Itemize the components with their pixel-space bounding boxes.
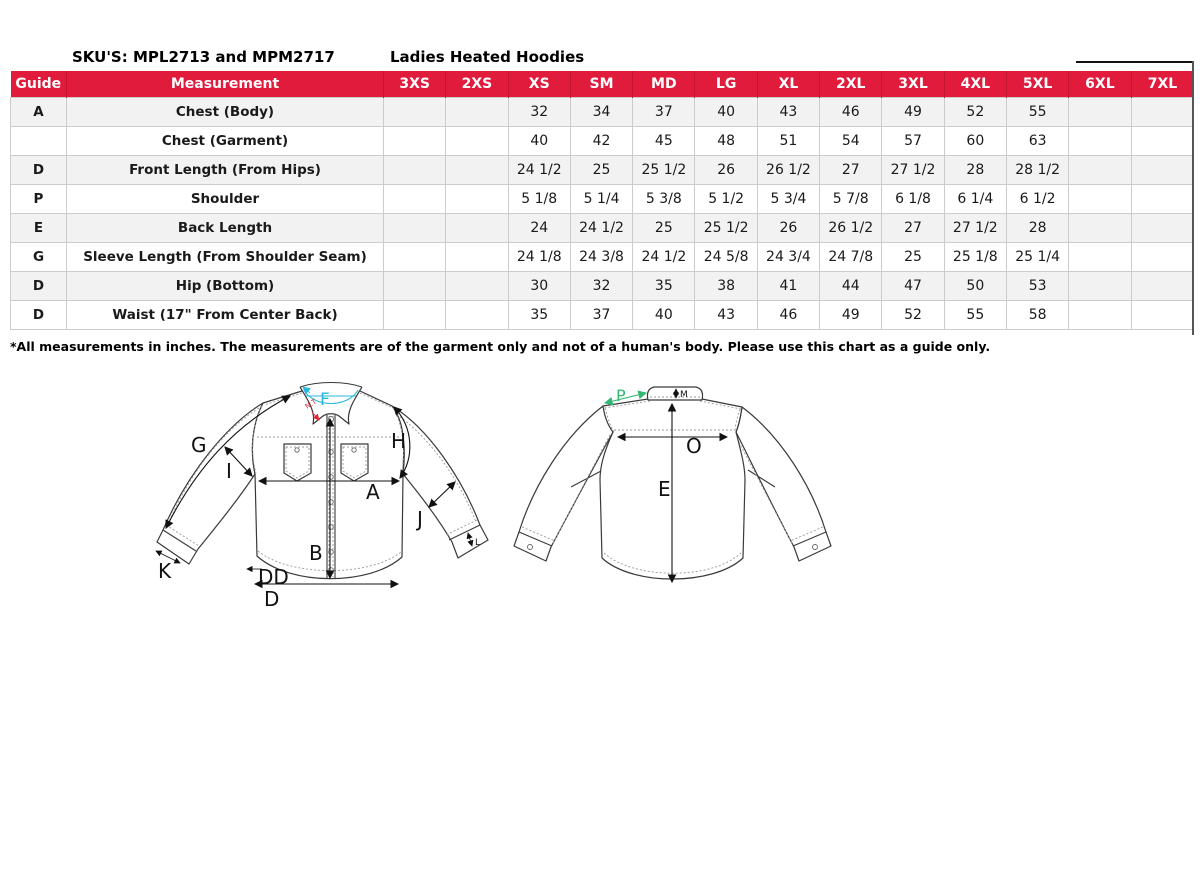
- back-label-collar-m: M: [680, 390, 688, 400]
- column-header-lg: LG: [695, 71, 757, 98]
- value-cell: 42: [570, 127, 632, 156]
- front-label-length-b: B: [309, 541, 323, 565]
- size-table-body: [11, 98, 1194, 330]
- value-cell: [1069, 127, 1131, 156]
- value-cell: 28 1/2: [1006, 156, 1068, 185]
- front-label-armhole-h: H: [391, 429, 407, 453]
- guide-cell: A: [11, 98, 67, 127]
- value-cell: 24 1/8: [508, 243, 570, 272]
- value-cell: [446, 127, 508, 156]
- back-label-length-e: E: [658, 477, 671, 501]
- value-cell: 52: [944, 98, 1006, 127]
- column-header-3xs: 3XS: [384, 71, 446, 98]
- table-row: [11, 272, 1194, 301]
- front-label-collar-f: F: [320, 390, 330, 410]
- value-cell: 26: [757, 214, 819, 243]
- value-cell: [384, 243, 446, 272]
- value-cell: 32: [508, 98, 570, 127]
- value-cell: [1069, 185, 1131, 214]
- measurement-cell: Waist (17" From Center Back): [67, 301, 384, 330]
- value-cell: 5 1/4: [570, 185, 632, 214]
- value-cell: [1131, 243, 1193, 272]
- value-cell: [1069, 98, 1131, 127]
- value-cell: 5 1/8: [508, 185, 570, 214]
- column-header-5xl: 5XL: [1006, 71, 1068, 98]
- guide-cell: D: [11, 272, 67, 301]
- column-header-3xl: 3XL: [882, 71, 944, 98]
- front-label-neck-tape-nt: N.T: [303, 397, 319, 411]
- front-label-bottom-d: D: [264, 587, 280, 611]
- value-cell: 27 1/2: [944, 214, 1006, 243]
- guide-cell: E: [11, 214, 67, 243]
- table-row: [11, 156, 1194, 185]
- measurement-cell: Sleeve Length (From Shoulder Seam): [67, 243, 384, 272]
- column-header-2xl: 2XL: [820, 71, 882, 98]
- value-cell: 26 1/2: [820, 214, 882, 243]
- table-row: [11, 243, 1194, 272]
- back-label-shoulder-p: P: [616, 386, 626, 405]
- value-cell: 24 3/8: [570, 243, 632, 272]
- guide-cell: [11, 127, 67, 156]
- value-cell: 40: [633, 301, 695, 330]
- front-label-hem-dd: DD: [258, 565, 289, 589]
- value-cell: 30: [508, 272, 570, 301]
- back-view-drawing: [514, 386, 831, 582]
- value-cell: [446, 214, 508, 243]
- front-label-sleeve-g: G: [191, 433, 207, 457]
- value-cell: 35: [633, 272, 695, 301]
- value-cell: 34: [570, 98, 632, 127]
- table-top-right-border: [1076, 61, 1194, 63]
- value-cell: 52: [882, 301, 944, 330]
- value-cell: 54: [820, 127, 882, 156]
- guide-cell: P: [11, 185, 67, 214]
- value-cell: 24 7/8: [820, 243, 882, 272]
- value-cell: 41: [757, 272, 819, 301]
- table-row: [11, 98, 1194, 127]
- column-header-guide: Guide: [11, 71, 67, 98]
- value-cell: 53: [1006, 272, 1068, 301]
- value-cell: 40: [508, 127, 570, 156]
- value-cell: 40: [695, 98, 757, 127]
- measurement-cell: Chest (Body): [67, 98, 384, 127]
- column-header-4xl: 4XL: [944, 71, 1006, 98]
- value-cell: 50: [944, 272, 1006, 301]
- value-cell: 25 1/4: [1006, 243, 1068, 272]
- value-cell: 25: [633, 214, 695, 243]
- value-cell: [384, 301, 446, 330]
- front-view-drawing: [156, 383, 488, 612]
- value-cell: 24 1/2: [633, 243, 695, 272]
- table-row: [11, 185, 1194, 214]
- value-cell: [446, 301, 508, 330]
- value-cell: 48: [695, 127, 757, 156]
- column-header-sm: SM: [570, 71, 632, 98]
- table-row: [11, 214, 1194, 243]
- front-label-cuff-l: L: [475, 538, 481, 548]
- value-cell: 58: [1006, 301, 1068, 330]
- sku-label: SKU'S: MPL2713 and MPM2717: [72, 48, 335, 66]
- value-cell: 27: [820, 156, 882, 185]
- value-cell: [446, 98, 508, 127]
- value-cell: [446, 243, 508, 272]
- value-cell: 35: [508, 301, 570, 330]
- guide-cell: D: [11, 301, 67, 330]
- size-table: [10, 71, 1194, 330]
- value-cell: 45: [633, 127, 695, 156]
- measurement-footnote: *All measurements in inches. The measurements are of the garment only and not of a human's body. Please use this chart as a guide only.: [10, 339, 991, 354]
- value-cell: [384, 98, 446, 127]
- value-cell: 25 1/2: [633, 156, 695, 185]
- value-cell: [446, 185, 508, 214]
- column-header-2xs: 2XS: [446, 71, 508, 98]
- value-cell: 27 1/2: [882, 156, 944, 185]
- value-cell: 5 3/4: [757, 185, 819, 214]
- value-cell: [1131, 214, 1193, 243]
- value-cell: 46: [820, 98, 882, 127]
- value-cell: 25: [882, 243, 944, 272]
- column-header-md: MD: [633, 71, 695, 98]
- value-cell: 5 3/8: [633, 185, 695, 214]
- value-cell: 49: [820, 301, 882, 330]
- value-cell: 24 5/8: [695, 243, 757, 272]
- size-table-head: [11, 71, 1194, 98]
- value-cell: 28: [1006, 214, 1068, 243]
- table-row: [11, 127, 1194, 156]
- value-cell: 51: [757, 127, 819, 156]
- front-label-yoke-i: I: [226, 459, 232, 483]
- garment-diagram: [0, 370, 1200, 650]
- value-cell: [1131, 301, 1193, 330]
- value-cell: 43: [695, 301, 757, 330]
- guide-cell: G: [11, 243, 67, 272]
- column-header-xs: XS: [508, 71, 570, 98]
- value-cell: 25 1/2: [695, 214, 757, 243]
- value-cell: 26 1/2: [757, 156, 819, 185]
- value-cell: [1131, 127, 1193, 156]
- value-cell: 37: [570, 301, 632, 330]
- value-cell: [1069, 156, 1131, 185]
- title-bar: [0, 48, 1200, 68]
- value-cell: 24 1/2: [570, 214, 632, 243]
- value-cell: 57: [882, 127, 944, 156]
- value-cell: 28: [944, 156, 1006, 185]
- value-cell: 44: [820, 272, 882, 301]
- value-cell: 24 1/2: [508, 156, 570, 185]
- front-label-sleeve-j: J: [417, 507, 423, 531]
- guide-cell: D: [11, 156, 67, 185]
- product-title: Ladies Heated Hoodies: [390, 48, 585, 66]
- value-cell: 5 1/2: [695, 185, 757, 214]
- measurement-cell: Back Length: [67, 214, 384, 243]
- value-cell: 27: [882, 214, 944, 243]
- value-cell: [1131, 98, 1193, 127]
- value-cell: 37: [633, 98, 695, 127]
- value-cell: 43: [757, 98, 819, 127]
- table-row: [11, 301, 1194, 330]
- column-header-xl: XL: [757, 71, 819, 98]
- value-cell: [446, 272, 508, 301]
- measurement-cell: Shoulder: [67, 185, 384, 214]
- value-cell: 38: [695, 272, 757, 301]
- value-cell: [384, 185, 446, 214]
- value-cell: 6 1/4: [944, 185, 1006, 214]
- table-right-border: [1192, 61, 1194, 335]
- column-header-measurement: Measurement: [67, 71, 384, 98]
- measurement-cell: Chest (Garment): [67, 127, 384, 156]
- value-cell: 26: [695, 156, 757, 185]
- value-cell: 55: [944, 301, 1006, 330]
- value-cell: 5 7/8: [820, 185, 882, 214]
- value-cell: [1131, 156, 1193, 185]
- value-cell: [384, 127, 446, 156]
- value-cell: 6 1/2: [1006, 185, 1068, 214]
- value-cell: 32: [570, 272, 632, 301]
- value-cell: 25 1/8: [944, 243, 1006, 272]
- value-cell: 55: [1006, 98, 1068, 127]
- back-label-width-o: O: [686, 434, 702, 458]
- column-header-6xl: 6XL: [1069, 71, 1131, 98]
- value-cell: 47: [882, 272, 944, 301]
- value-cell: [1069, 214, 1131, 243]
- value-cell: [1131, 185, 1193, 214]
- value-cell: [1069, 243, 1131, 272]
- measurement-cell: Hip (Bottom): [67, 272, 384, 301]
- value-cell: [1131, 272, 1193, 301]
- value-cell: [384, 214, 446, 243]
- value-cell: 46: [757, 301, 819, 330]
- value-cell: 63: [1006, 127, 1068, 156]
- front-label-chest-a: A: [366, 480, 380, 504]
- value-cell: 6 1/8: [882, 185, 944, 214]
- value-cell: [446, 156, 508, 185]
- value-cell: [1069, 272, 1131, 301]
- value-cell: 24: [508, 214, 570, 243]
- value-cell: 24 3/4: [757, 243, 819, 272]
- value-cell: 60: [944, 127, 1006, 156]
- value-cell: 49: [882, 98, 944, 127]
- measurement-cell: Front Length (From Hips): [67, 156, 384, 185]
- value-cell: [1069, 301, 1131, 330]
- column-header-7xl: 7XL: [1131, 71, 1193, 98]
- value-cell: [384, 156, 446, 185]
- front-label-cuff-k: K: [158, 559, 172, 583]
- value-cell: 25: [570, 156, 632, 185]
- value-cell: [384, 272, 446, 301]
